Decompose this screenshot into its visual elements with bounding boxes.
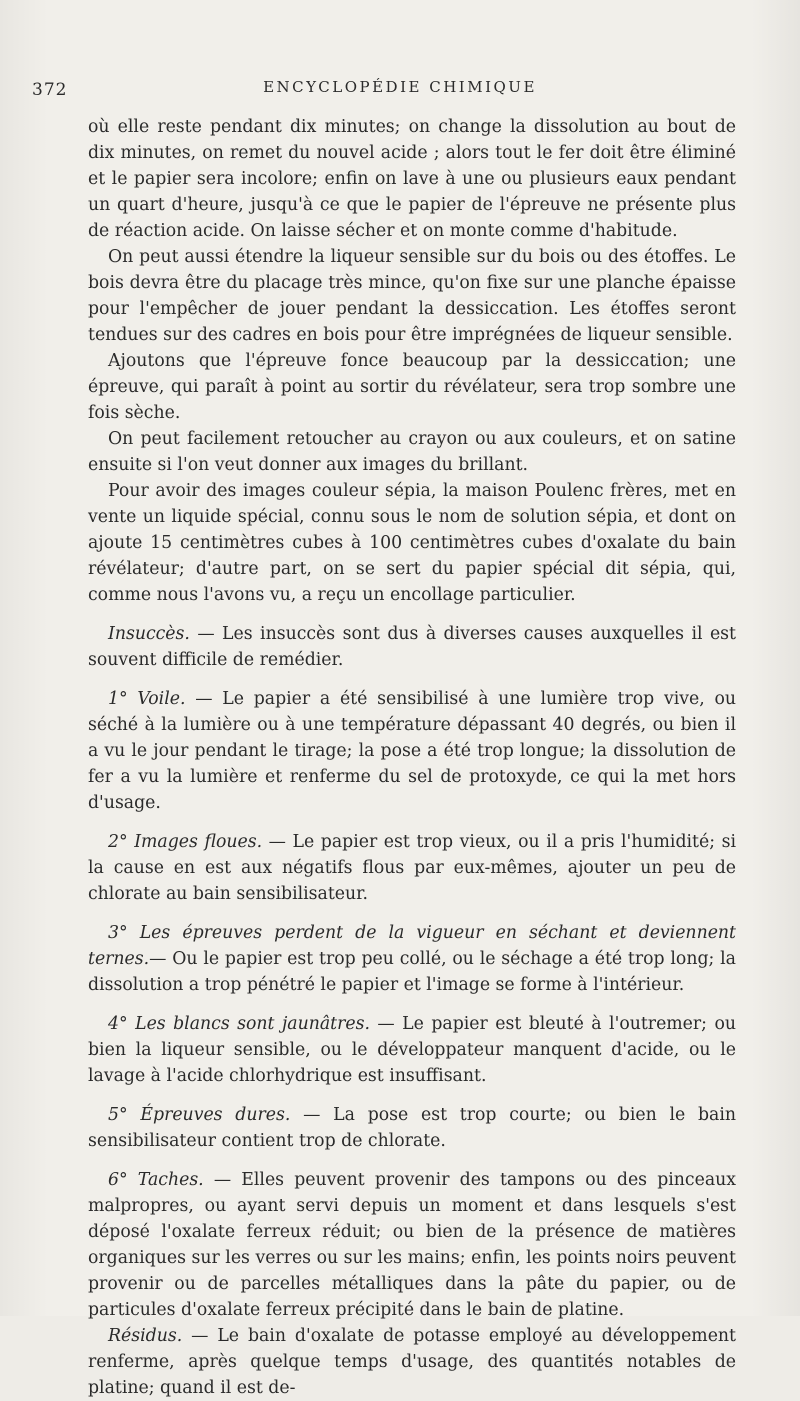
paragraph-label: Insuccès. bbox=[108, 624, 190, 644]
paragraph-label: 5° Épreuves dures. bbox=[108, 1105, 291, 1125]
paragraph-label: Résidus. bbox=[108, 1326, 183, 1346]
paragraph-text: — Les insuccès sont dus à diverses causes auxquelles il est souvent difficile de remédier. bbox=[88, 624, 736, 670]
paragraph: Pour avoir des images couleur sépia, la maison Poulenc frères, met en vente un liquide spécial, connu sous le nom de solution sépia, et dont on ajoute 15 centimètres cubes à 100 centimètres cubes d'oxalate du bain révélateur; d'autre part, on se sert du papier spécial dit sépia, qui, comme nous l'avons vu, a reçu un encollage particulier. bbox=[88, 481, 736, 605]
paragraph-text: — La pose est trop courte; ou bien le bain sensibilisateur contient trop de chlorate. bbox=[88, 1105, 736, 1151]
paragraph bbox=[88, 920, 736, 998]
paragraph: où elle reste pendant dix minutes; on change la dissolution au bout de dix minutes, on remet du nouvel acide ; alors tout le fer doit être éliminé et le papier sera incolore; enfin on lave à une ou plusieurs eaux pendant un quart d'heure, jusqu'à ce que le papier de l'épreuve ne présente plus de réaction acide. On laisse sécher et on monte comme d'habitude. bbox=[88, 117, 736, 241]
running-title: ENCYCLOPÉDIE CHIMIQUE bbox=[263, 78, 537, 96]
body-text bbox=[88, 114, 736, 1401]
paragraph-text: — Le papier est bleuté à l'outremer; ou bien la liqueur sensible, ou le développateur manquent d'acide, ou le lavage à l'acide chlorhydrique est insuffisant. bbox=[88, 1014, 736, 1086]
paragraph-label: 6° Taches. bbox=[108, 1170, 204, 1190]
paragraph-text: — Ou le papier est trop peu collé, ou le séchage a été trop long; la dissolution a trop pénétré le papier et l'image se forme à l'intérieur. bbox=[88, 949, 736, 995]
paragraph bbox=[88, 686, 736, 816]
paragraph-text: — Le bain d'oxalate de potasse employé au développement renferme, après quelque temps d'usage, des quantités notables de platine; quand il est de- bbox=[88, 1326, 736, 1398]
paragraph-label: 4° Les blancs sont jaunâtres. bbox=[108, 1014, 370, 1034]
paragraph: Ajoutons que l'épreuve fonce beaucoup par la dessiccation; une épreuve, qui paraît à point au sortir du révélateur, sera trop sombre une fois sèche. bbox=[88, 351, 736, 423]
paragraph-text: — Elles peuvent provenir des tampons ou des pinceaux malpropres, ou ayant servi depuis un moment et dans lesquels s'est déposé l'oxalate ferreux réduit; ou bien de la présence de matières organiques sur les verres ou sur les mains; enfin, les points noirs peuvent provenir ou de parcelles métalliques dans la pâte du papier, ou de particules d'oxalate ferreux précipité dans le bain de platine. bbox=[88, 1170, 737, 1320]
paragraph-label: 3° Les épreuves perdent de la vigueur en séchant et deviennent ternes. bbox=[88, 923, 736, 969]
paragraph-label: 1° Voile. bbox=[108, 689, 186, 709]
paragraph-label: 2° Images floues. bbox=[108, 832, 263, 852]
paragraph: On peut aussi étendre la liqueur sensible sur du bois ou des étoffes. Le bois devra être du placage très mince, qu'on fixe sur une planche épaisse pour l'empêcher de jouer pendant la dessiccation. Les étoffes seront tendues sur des cadres en bois pour être imprégnées de liqueur sensible. bbox=[88, 247, 736, 345]
paragraph bbox=[88, 829, 736, 907]
paragraph bbox=[88, 1323, 736, 1401]
paragraph bbox=[88, 1011, 736, 1089]
paragraph: On peut facilement retoucher au crayon ou aux couleurs, et on satine ensuite si l'on veut donner aux images du brillant. bbox=[88, 429, 736, 475]
paragraph-text: — Le papier est trop vieux, ou il a pris l'humidité; si la cause en est aux négatifs flous par eux-mêmes, ajouter un peu de chlorate au bain sensibilisateur. bbox=[88, 832, 737, 904]
paragraph bbox=[88, 1102, 736, 1154]
paragraph bbox=[88, 621, 736, 673]
paragraph bbox=[88, 1167, 736, 1323]
paragraph-text: — Le papier a été sensibilisé à une lumière trop vive, ou séché à la lumière ou à une température dépassant 40 degrés, ou bien il a vu le jour pendant le tirage; la pose a été trop longue; la dissolution de fer a vu la lumière et renferme du sel de protoxyde, ce qui la met hors d'usage. bbox=[88, 689, 737, 813]
page-number: 372 bbox=[32, 80, 68, 100]
